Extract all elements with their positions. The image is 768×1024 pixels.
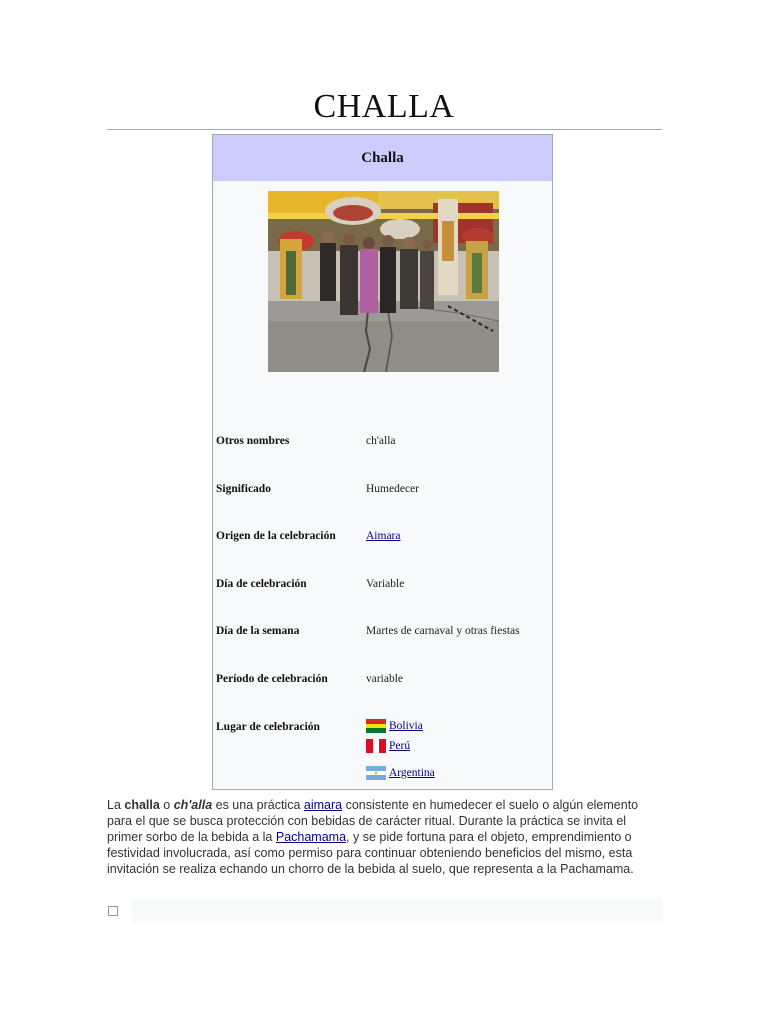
infobox-row-dia-celebracion: [213, 578, 554, 608]
row-value: variable: [366, 673, 404, 685]
infobox-row-dia-semana: [213, 625, 554, 655]
row-label: Día de la semana: [216, 625, 300, 637]
row-value: Variable: [366, 578, 405, 590]
term-bold-italic: ch'alla: [173, 798, 213, 812]
row-value: Martes de carnaval y otras fiestas: [366, 625, 520, 637]
title-divider: [107, 129, 662, 130]
infobox-row-significado: [213, 483, 554, 513]
row-label: Significado: [216, 483, 271, 495]
infobox-row-periodo: [213, 673, 554, 703]
paragraph-text: La: [107, 798, 125, 812]
peru-flag-icon: [366, 739, 386, 753]
infobox-row-origen: [213, 530, 554, 560]
bolivia-link[interactable]: Bolivia: [389, 720, 423, 732]
row-value: Humedecer: [366, 483, 419, 495]
paragraph-text: , y se pide fortuna para el objeto, emprendimiento o festividad involucrada, así como permiso para continuar obteniendo beneficios del mismo, esta invitación se realiza echando un chorro de la bebida al suelo, que representa a la Pachamama.: [107, 830, 634, 876]
article-paragraph: [107, 797, 662, 877]
checkbox[interactable]: [108, 906, 118, 916]
infobox-row-lugar: [213, 717, 554, 787]
peru-link[interactable]: Perú: [389, 740, 411, 752]
row-label: Otros nombres: [216, 435, 290, 447]
row-label: Día de celebración: [216, 578, 307, 590]
bolivia-flag-icon: [366, 719, 386, 733]
pachamama-link[interactable]: Pachamama: [275, 830, 347, 844]
term-bold: challa: [124, 798, 160, 812]
row-value: ch'alla: [366, 435, 396, 447]
infobox-header: Challa: [213, 135, 552, 181]
aimara-text-link[interactable]: aimara: [303, 798, 343, 812]
paragraph-text: o: [159, 798, 174, 812]
argentina-flag-icon: [366, 766, 386, 780]
infobox: [212, 134, 553, 790]
page-title: CHALLA: [313, 88, 455, 125]
infobox-row-otros-nombres: [213, 435, 554, 465]
row-label: Período de celebración: [216, 673, 328, 685]
paragraph-text: consistente en humedecer el suelo o algún elemento para el que se busca protección con bebidas de carácter ritual. Durante la práctica se invita el primer sorbo de la bebida a la: [107, 798, 639, 844]
infobox-photo[interactable]: [268, 191, 499, 372]
empty-content-bar: [132, 899, 662, 923]
argentina-link[interactable]: Argentina: [389, 767, 435, 779]
paragraph-text: es una práctica: [212, 798, 304, 812]
row-label: Lugar de celebración: [216, 721, 320, 733]
row-label: Origen de la celebración: [216, 530, 336, 542]
aimara-link[interactable]: Aimara: [366, 530, 401, 542]
